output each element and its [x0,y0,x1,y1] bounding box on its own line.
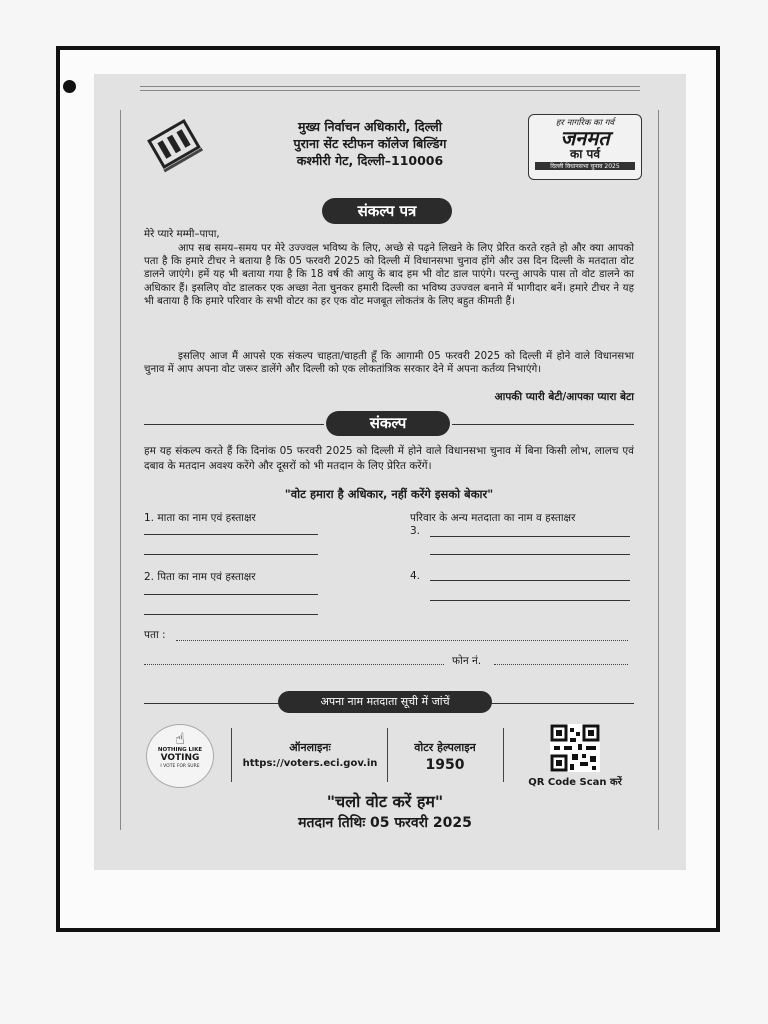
election-commission-logo [142,115,206,173]
letter-salutation: मेरे प्यारे मम्मी–पापा, [144,229,220,240]
phone-label: फोन नं. [452,655,482,667]
phone-line[interactable] [494,664,628,665]
mother-signature-line-1[interactable] [144,534,318,535]
helpline-number: 1950 [425,757,465,773]
address-line-1[interactable] [176,640,628,641]
logo-word-1: जनमत [560,126,610,150]
logo-line-2: VOTING [160,753,200,763]
ink-finger-icon: ☝ [175,729,185,748]
pledge-slogan: "वोट हमारा है अधिकार, नहीं करेंगे इसको बेकार" [284,487,494,501]
letter-paragraph-2: इसलिए आज मैं आपसे एक संकल्प चाहता/चाहती हूँ कि आगामी 05 फरवरी 2025 को दिल्ली में होने वाले विधानसभा चुनाव में आप अपना वोट जरूर डालेंगे और दिल्ली को एक लोकतांत्रिक सरकार देने में अपना कर्तव्य निभाएंगे। [144,351,634,376]
pledge-divider-right [452,424,634,425]
father-signature-line-1[interactable] [144,594,318,595]
father-signature-label: 2. पिता का नाम एवं हस्ताक्षर [144,571,256,583]
banner-divider-left [144,703,280,704]
left-border-line [120,110,121,830]
sankalp-patra-title: संकल्प पत्र [322,198,452,224]
helpline-info [390,740,500,773]
nothing-like-voting-logo [146,724,214,788]
helpline-label: वोटर हेल्पलाइन [414,741,476,754]
voter-4-line-2[interactable] [430,600,630,601]
banner-divider-right [490,703,634,704]
punch-hole [63,80,76,93]
janmat-ka-parv-logo [528,114,642,180]
letter-paragraph-1: आप सब समय–समय पर मेरे उज्ज्वल भविष्य के लिए, अच्छे से पढ़ने लिखने के लिए प्रेरित करते रहते हो और क्या आपको पता है कि हमारे टीचर ने बताया है कि 05 फरवरी 2025 को दिल्ली में विधानसभा चुनाव होंगे और उस दिन दिल्ली के मतदाता वोट डालने जाएंगे। हमें यह भी बताया गया है कि 18 वर्ष की आयु के बाद हम भी वोट डाल पाएंगे। परन्तु आपके पास तो वोट डालने का अधिकार हैं। इसलिए वोट डालकर एक अच्छा नेता चुनकर हमारी दिल्ली का भविष्य उज्ज्वल बनाने में भागीदार बनें। हमारे टीचर ने यह भी बताया है कि हमारे परिवार के सभी वोटर का हर एक वोट मजबूत लोकतंत्र के लिए बहुत कीमती हैं। [144,243,634,307]
online-label: ऑनलाइनः [289,741,331,754]
right-border-line [658,110,659,830]
online-info [240,740,380,769]
other-voters-label: परिवार के अन्य मतदाता का नाम व हस्ताक्षर [410,512,576,524]
address-line-2[interactable] [144,664,444,665]
office-line-3: कश्मीरी गेट, दिल्ली–110006 [296,153,444,168]
footer-divider-2 [387,728,388,782]
voter-4-line-1[interactable] [430,580,630,581]
logo-line-3: I VOTE FOR SURE [160,764,200,769]
qr-scan-label: QR Code Scan करें [528,777,622,788]
voter-3-line-1[interactable] [430,536,630,537]
letter-signoff: आपकी प्यारी बेटी/आपका प्यारा बेटा [494,391,634,403]
father-signature-line-2[interactable] [144,614,318,615]
online-url[interactable]: https://voters.eci.gov.in [242,758,378,769]
sankalp-title: संकल्प [326,411,450,436]
voter-3-number: 3. [410,525,421,537]
pledge-divider-left [144,424,324,425]
voter-4-number: 4. [410,570,421,582]
logo-line-1: NOTHING LIKE [157,747,203,753]
voter-3-line-2[interactable] [430,554,630,555]
footer-divider-1 [231,728,232,782]
logo-word-2: का पर्व [570,147,600,161]
logo-subtitle: दिल्ली विधानसभा चुनाव 2025 [535,162,635,170]
qr-code-icon[interactable] [550,724,600,772]
logo-tagline: हर नागरिक का गर्व [555,118,615,128]
closing-slogan: "चलो वोट करें हम" [326,792,444,811]
mother-signature-label: 1. माता का नाम एवं हस्ताक्षर [144,512,256,524]
voting-date: मतदान तिथिः 05 फरवरी 2025 [298,815,472,831]
top-border-line [140,86,640,87]
mother-signature-line-2[interactable] [144,554,318,555]
footer-divider-3 [503,728,504,782]
pledge-text: हम यह संकल्प करते हैं कि दिनांक 05 फरवरी 2025 को दिल्ली में होने वाले विधानसभा चुनाव में बिना किसी लोभ, लालच एवं दबाव के मतदान अवश्य करेंगे और दूसरों को भी मतदान के लिए प्रेरित करेंगें। [144,445,634,472]
office-line-2: पुराना सेंट स्टीफन कॉलेज बिल्डिंग [293,136,447,151]
address-label: पता : [144,629,166,641]
top-border-line-2 [140,90,640,91]
office-address [250,118,490,169]
office-line-1: मुख्य निर्वाचन अधिकारी, दिल्ली [298,119,442,134]
voter-list-banner: अपना नाम मतदाता सूची में जांचें [278,691,492,713]
